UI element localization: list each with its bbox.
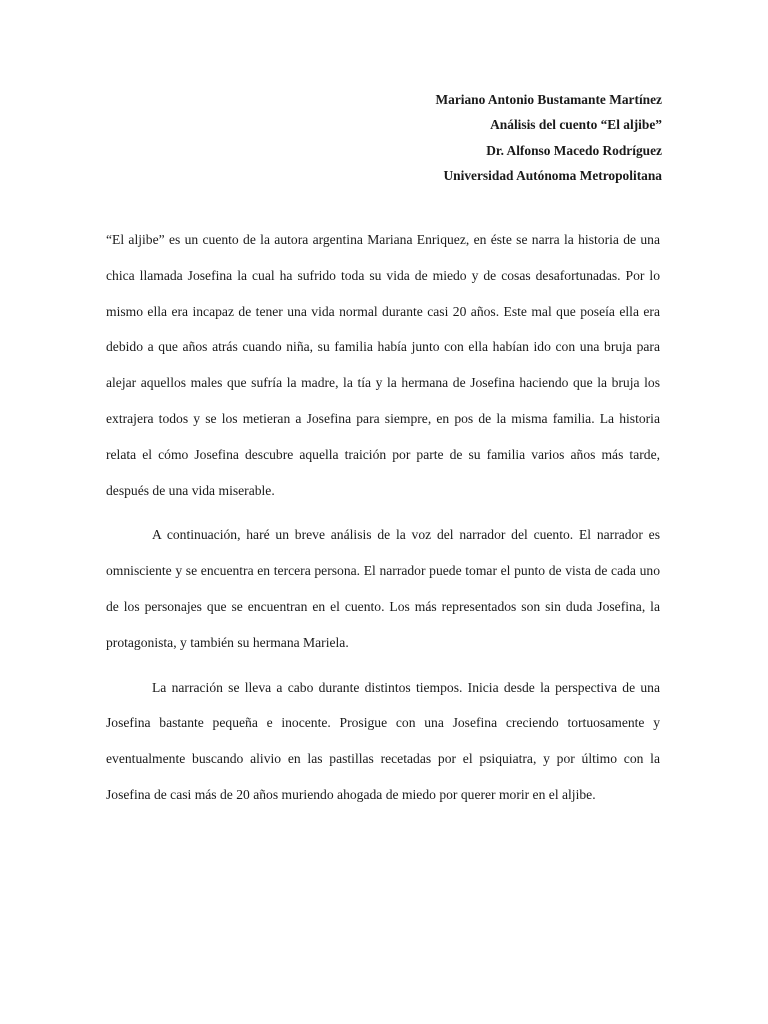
paragraph-3: La narración se lleva a cabo durante distintos tiempos. Inicia desde la perspectiva de una Josefina bastante pequeña e inocente. Prosigue con una Josefina creciendo tortuosamente y eventualmente buscando alivio en las pastillas recetadas por el psiquiatra, y por último con la Josefina de casi más de 20 años muriendo ahogada de miedo por querer morir en el aljibe. [106,679,660,802]
professor-name: Dr. Alfonso Macedo Rodríguez [486,142,662,158]
document-body [106,222,660,813]
university-name: Universidad Autónoma Metropolitana [443,167,662,183]
author-name: Mariano Antonio Bustamante Martínez [435,92,662,107]
paragraph-1: “El aljibe” es un cuento de la autora argentina Mariana Enriquez, en éste se narra la historia de una chica llamada Josefina la cual ha sufrido toda su vida de miedo y de cosas desafortunadas. Por lo mismo ella era incapaz de tener una vida normal durante casi 20 años. Este mal que poseía ella era debido a que años atrás cuando niña, su familia había junto con ella habían ido con una bruja para alejar aquellos males que sufría la madre, la tía y la hermana de Josefina haciendo que la bruja los extrajera todos y se los metieran a Josefina para siempre, en pos de la misma familia. La historia relata el cómo Josefina descubre aquella traición por parte de su familia varios años más tarde, después de una vida miserable. [106,232,660,498]
document-header [435,87,662,188]
document-title: Análisis del cuento “El aljibe” [490,117,662,133]
paragraph-2: A continuación, haré un breve análisis de la voz del narrador del cuento. El narrador es omnisciente y se encuentra en tercera persona. El narrador puede tomar el punto de vista de cada uno de los personajes que se encuentran en el cuento. Los más representados son sin duda Josefina, la protagonista, y también su hermana Mariela. [106,527,660,650]
